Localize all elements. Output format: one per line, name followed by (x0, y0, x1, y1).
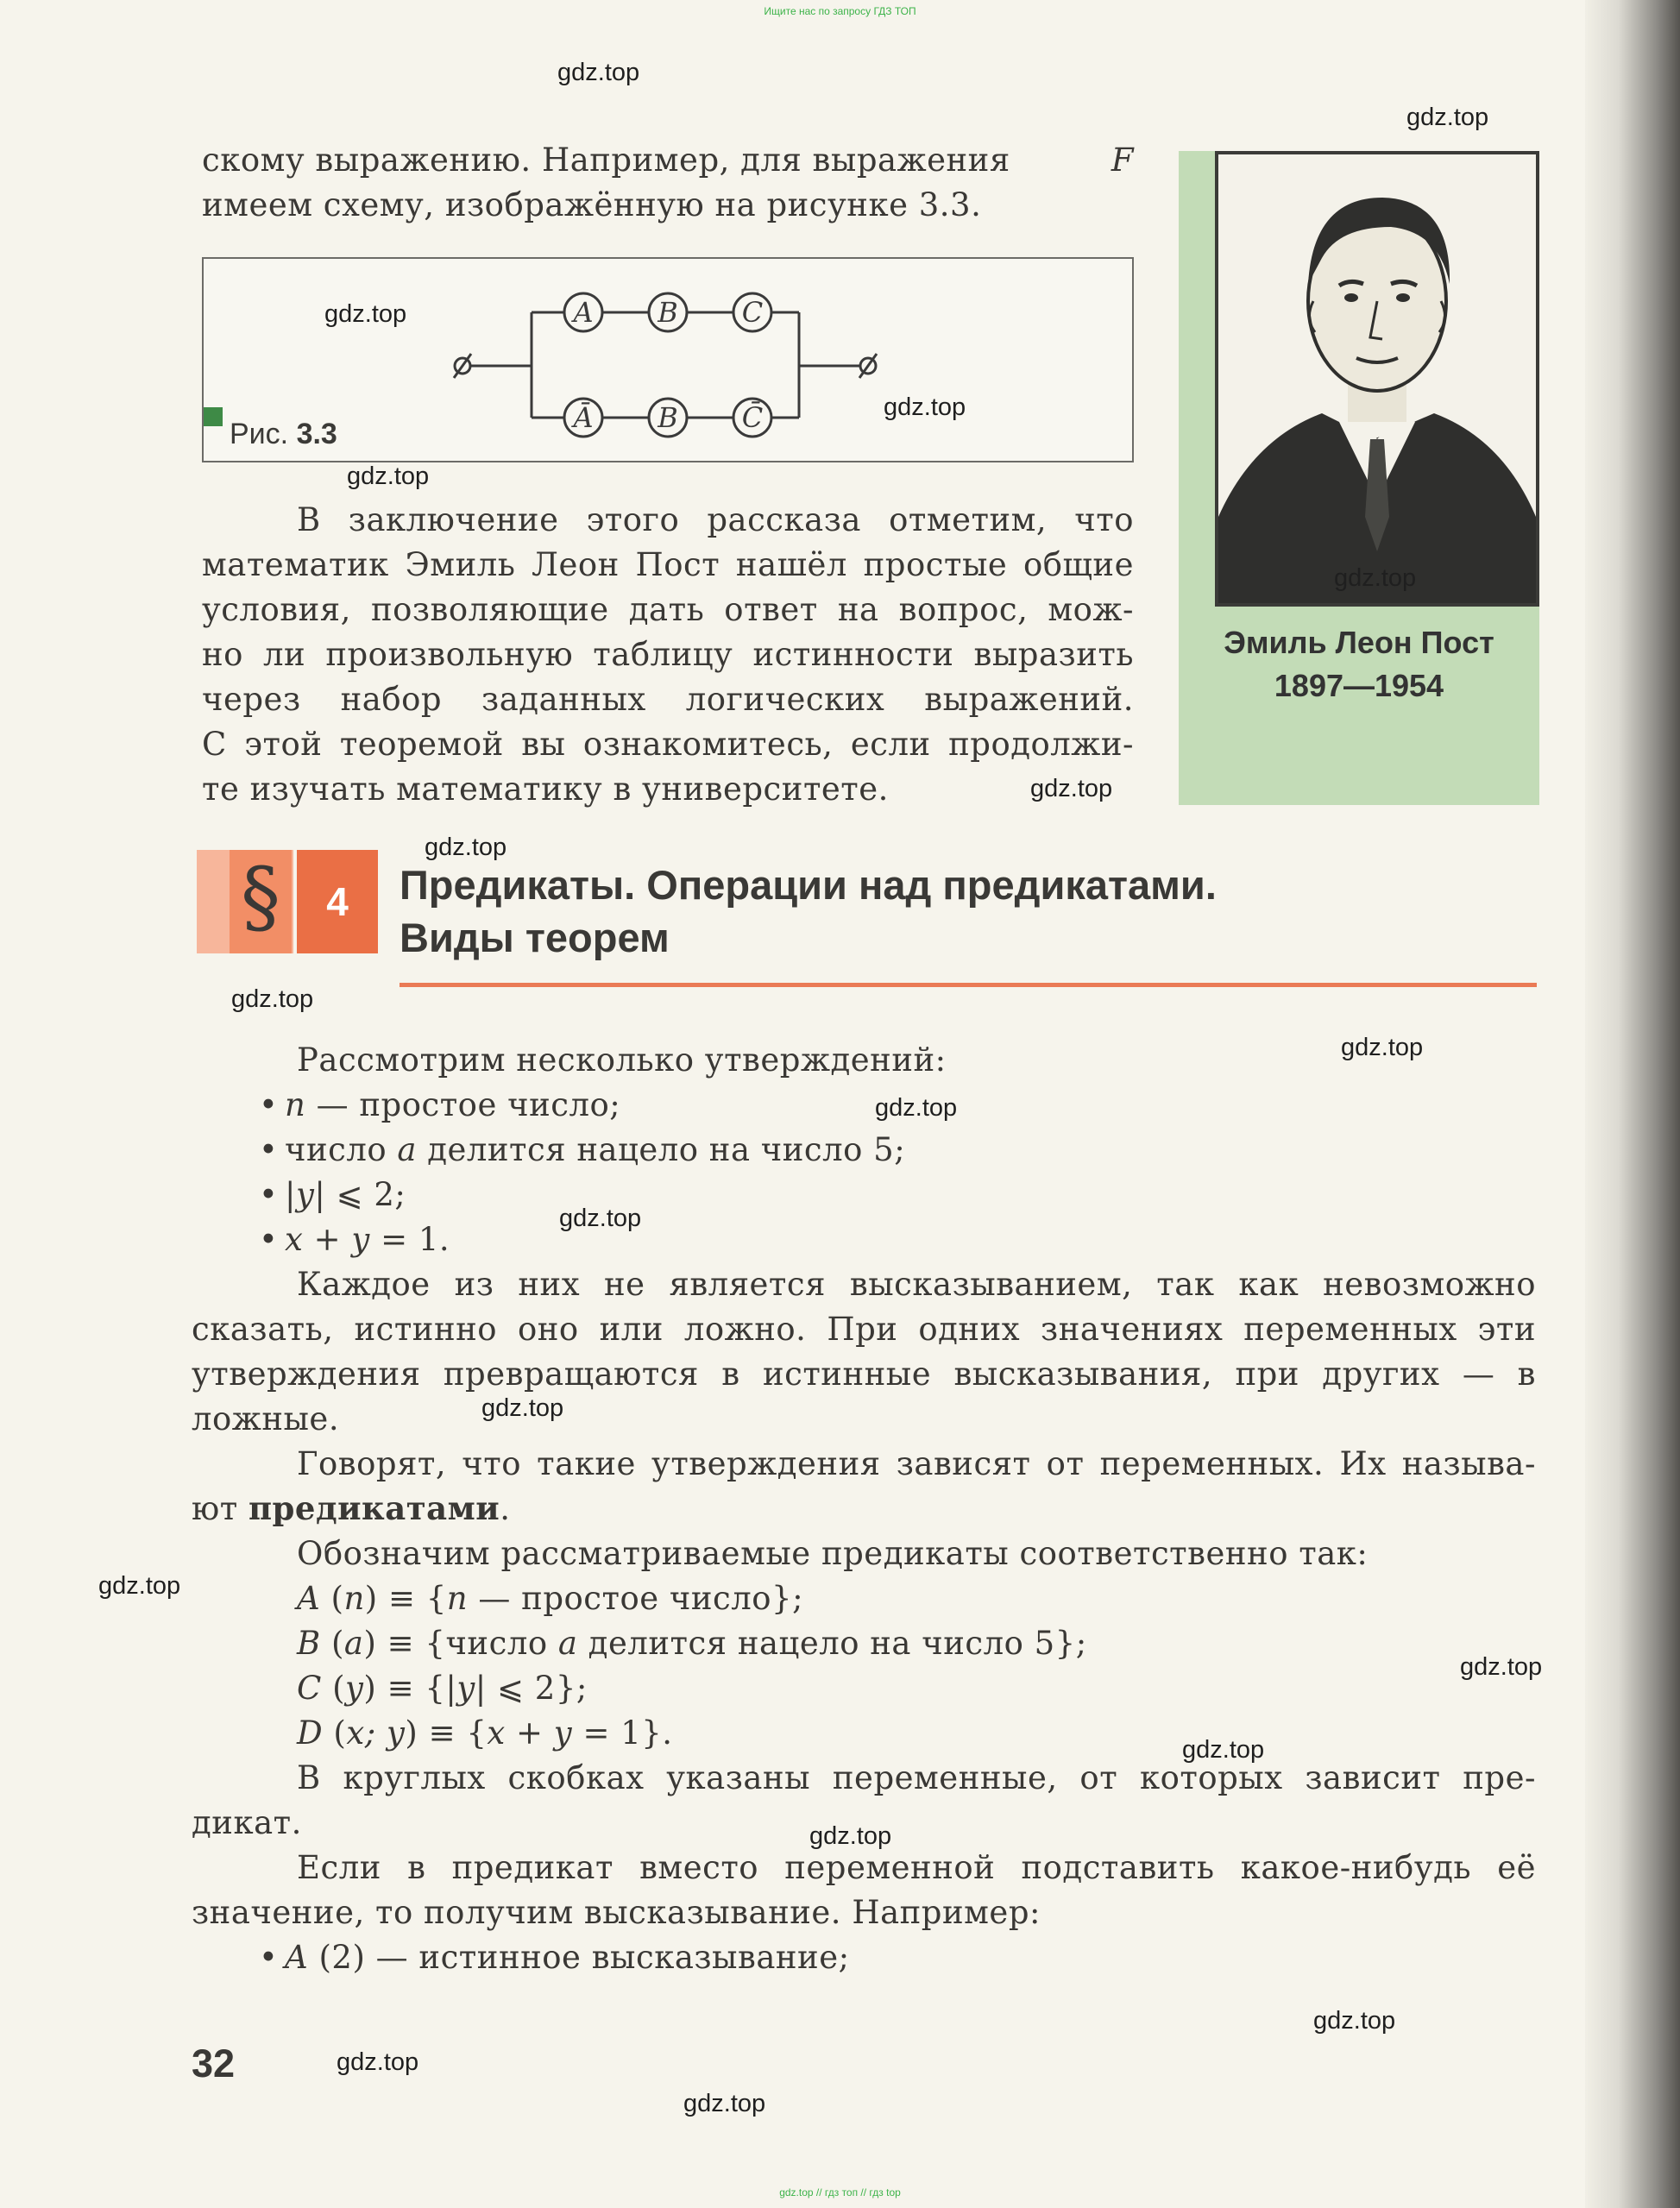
node-bottom-2: B (658, 401, 678, 434)
section-title: Предикаты. Операции над предикатами. Виды теорем (400, 862, 1217, 960)
watermark: gdz.top (1460, 1653, 1543, 1681)
node-bottom-3: C̄ (741, 401, 764, 434)
node-top-3: C (741, 296, 764, 329)
paragraph-line: дикат. (192, 1804, 302, 1841)
predicate-definition: B (a) ≡ {число a делится нацело на число 5}; (297, 1625, 1087, 1662)
watermark: gdz.top (231, 985, 314, 1013)
paragraph-line: В круглых скобках указаны переменные, от которых зависит пре- (297, 1759, 1536, 1796)
watermark: gdz.top (557, 59, 640, 86)
paragraph-line: Если в предикат вместо переменной подставить какое-нибудь её (297, 1849, 1536, 1886)
paragraph-line: значение, то получим высказывание. Например: (192, 1894, 1041, 1931)
watermark: gdz.top (1341, 1034, 1424, 1061)
watermark: gdz.top (481, 1394, 564, 1422)
watermark: gdz.top (98, 1572, 181, 1600)
portrait-caption (1179, 621, 1539, 708)
watermark: gdz.top (884, 393, 966, 421)
conclusion-line-7: те изучать математику в университете. (202, 771, 889, 808)
circuit-diagram (204, 259, 1132, 461)
paragraph-line: ют предикатами. (192, 1489, 511, 1527)
book-spine-shadow (1585, 0, 1680, 2208)
section-rule (400, 983, 1537, 987)
paragraph-line: Обозначим рассматриваемые предикаты соответственно так: (297, 1535, 1369, 1572)
page-number: 32 (192, 2041, 236, 2085)
watermark: gdz.top (347, 462, 430, 490)
term-predicates: предикатами (248, 1489, 500, 1527)
section-symbol: § (241, 851, 280, 943)
portrait-name: Эмиль Леон Пост (1224, 625, 1494, 660)
node-top-1: A (573, 296, 594, 329)
section-number: 4 (297, 850, 378, 953)
watermark: gdz.top (1313, 2007, 1396, 2035)
watermark: gdz.top (337, 2048, 419, 2076)
paragraph-line: утверждения превращаются в истинные высказывания, при других — в (192, 1356, 1536, 1393)
intro-line-1: скому выражению. Например, для выражения F (202, 142, 1134, 179)
watermark: gdz.top (324, 300, 407, 328)
node-top-2: B (658, 296, 678, 329)
watermark: gdz.top (559, 1205, 642, 1232)
conclusion-line-5: через набор заданных логических выражений. (202, 681, 1134, 718)
bullet-item: • n — простое число; (259, 1086, 621, 1123)
figure-caption: Рис. 3.3 (230, 418, 337, 450)
bullet-item: • |y| ⩽ 2; (259, 1176, 406, 1213)
paragraph-line: Говорят, что такие утверждения зависят от переменных. Их называ- (297, 1445, 1536, 1482)
watermark: gdz.top (1334, 564, 1417, 592)
bullet-item: • число a делится нацело на число 5; (259, 1131, 906, 1168)
node-bottom-1: Ā (573, 401, 594, 434)
predicate-definition: D (x; y) ≡ {x + y = 1}. (297, 1714, 673, 1752)
conclusion-line-4: но ли произвольную таблицу истинности выразить (202, 636, 1134, 673)
figure-caption-marker (204, 407, 223, 426)
paragraph-line: ложные. (192, 1400, 340, 1437)
conclusion-line-1: В заключение этого рассказа отметим, что (297, 501, 1134, 538)
conclusion-line-6: С этой теоремой вы ознакомитесь, если продолжи- (202, 726, 1134, 763)
bullet-item: • x + y = 1. (259, 1221, 450, 1258)
watermark: gdz.top (683, 2090, 766, 2117)
paragraph-line: сказать, истинно оно или ложно. При одних значениях переменных эти (192, 1311, 1536, 1348)
watermark: gdz.top (1030, 775, 1113, 802)
figure-3-3 (202, 257, 1134, 462)
portrait-image (1215, 151, 1539, 607)
predicate-definition: C (y) ≡ {|y| ⩽ 2}; (297, 1670, 588, 1707)
portrait-drawing (1218, 154, 1536, 603)
conclusion-line-3: условия, позволяющие дать ответ на вопрос, мож- (202, 591, 1134, 628)
bottom-banner: gdz.top // гдз топ // гдз top (779, 2186, 901, 2199)
watermark: gdz.top (425, 834, 507, 861)
body-intro: Рассмотрим несколько утверждений: (297, 1041, 947, 1079)
bullet-item: • A (2) — истинное высказывание; (259, 1939, 850, 1976)
watermark: gdz.top (809, 1822, 892, 1850)
paragraph-line: Каждое из них не является высказыванием, так как невозможно (297, 1266, 1536, 1303)
top-banner: Ищите нас по запросу ГДЗ ТОП (764, 5, 916, 17)
watermark: gdz.top (1406, 104, 1489, 131)
predicate-definition: A (n) ≡ {n — простое число}; (297, 1580, 804, 1617)
portrait-years: 1897—1954 (1274, 668, 1444, 703)
watermark: gdz.top (1182, 1736, 1265, 1764)
watermark: gdz.top (875, 1094, 958, 1122)
intro-line-2: имеем схему, изображённую на рисунке 3.3. (202, 186, 982, 223)
conclusion-line-2: математик Эмиль Леон Пост нашёл простые общие (202, 546, 1134, 583)
